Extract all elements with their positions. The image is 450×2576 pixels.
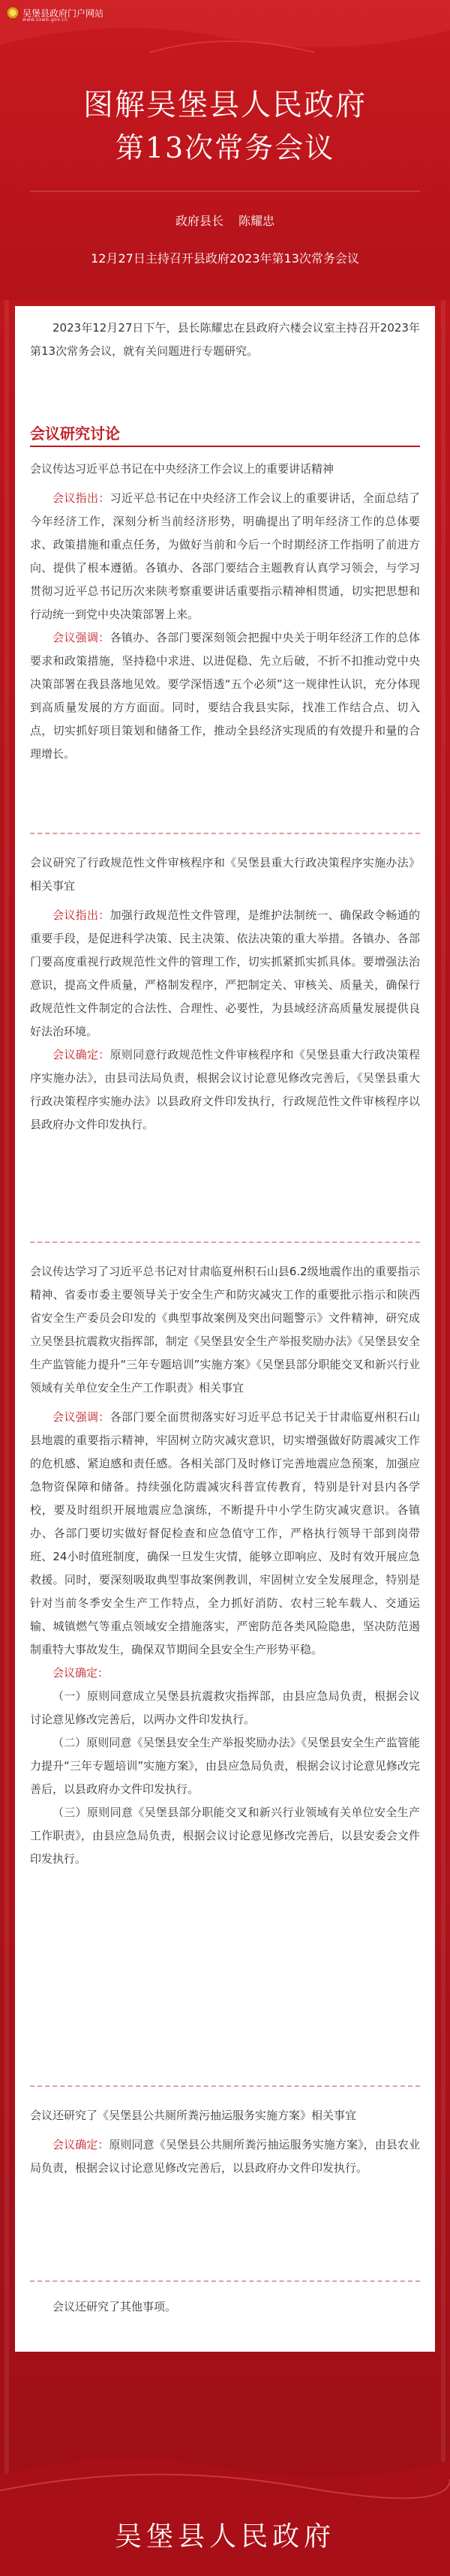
item-paragraph	[30, 626, 420, 766]
section-heading-text: 会议研究讨论	[30, 425, 120, 443]
closing-text: 会议还研究了其他事项。	[52, 2300, 177, 2313]
item-2	[15, 851, 435, 1136]
paragraph-tag: 会议确定：	[52, 1048, 110, 1061]
government-emblem-icon	[6, 6, 20, 20]
section-heading-underline	[30, 446, 420, 447]
paragraph-tag: 会议强调：	[52, 1410, 110, 1424]
item-3	[15, 1260, 435, 1871]
item-title: 会议还研究了《吴堡县公共厕所粪污抽运服务实施方案》相关事宜	[30, 2109, 357, 2122]
site-url[interactable]: www.sxwb.gov.cn	[22, 17, 68, 23]
presenter-line	[0, 212, 450, 229]
item-title: 会议传达习近平总书记在中央经济工作会议上的重要讲话精神	[30, 462, 334, 476]
paragraph-tag: 会议强调：	[52, 631, 110, 644]
paragraph-text: 原则同意行政规范性文件审核程序和《吴堡县重大行政决策程序实施办法》，由县司法局负责，根据会议讨论意见修改完善后，《吴堡县重大行政决策程序实施办法》以县政府文件印发执行，行政规范性文件审核程序以县政府办文件印发执行。	[30, 1048, 420, 1131]
paragraph-tag: 会议确定：	[52, 1666, 110, 1680]
intro-text: 2023年12月27日下午，县长陈耀忠在县政府六楼会议室主持召开2023年第13次常务会议，就有关问题进行专题研究。	[30, 321, 420, 358]
section-divider	[30, 1241, 420, 1243]
section-divider	[30, 833, 420, 834]
site-name[interactable]: 吴堡县政府门户网站	[22, 8, 104, 19]
right-border-stripe	[441, 0, 446, 2576]
left-border-stripe	[4, 0, 9, 2576]
paragraph-text: 各部门要全面贯彻落实好习近平总书记关于甘肃临夏州积石山县地震的重要指示精神，牢固树立防灾减灾意识，切实增强做好防震减灾工作的危机感、紧迫感和责任感。各相关部门及时修订完善地震应急预案，加强应急物资保障和储备。持续强化防震减灾科普宣传教育，特别是针对县内各学校，要及时组织开展地震应急演练，不断提升中小学生防灾减灾意识。各镇办、各部门要切实做好督促检查和应急值守工作，严格执行领导干部到岗带班、24小时值班制度，确保一旦发生灾情，能够立即响应、及时有效开展应急救援。同时，要深刻吸取典型事故案例教训，牢固树立安全发展理念，特别是针对当前冬季安全生产工作特点，全力抓好消防、农村三轮车载人、交通运输、城镇燃气等重点领域安全措施落实，严密防范各类风险隐患，坚决防范遏制重特大事故发生，确保双节期间全县安全生产形势平稳。	[30, 1410, 420, 1656]
item-paragraph	[30, 1662, 420, 1685]
paragraph-text: 原则同意《吴堡县公共厕所粪污抽运服务实施方案》，由县农业局负责，根据会议讨论意见修改完善后，以县政府办文件印发执行。	[30, 2138, 420, 2175]
paragraph-text: 各镇办、各部门要深刻领会把握中央关于明年经济工作的总体要求和政策措施，坚持稳中求进、以进促稳、先立后破，不折不扣推动党中央决策部署在我县落地见效。要学深悟透“五个必须”这一规律性认识，充分体现到高质量发展的方方面面。同时，要结合我县实际，找准工作结合点、切入点，切实抓好项目策划和储备工作，推动全县经济实现质的有效提升和量的合理增长。	[30, 631, 420, 761]
item-title: 会议传达学习了习近平总书记对甘肃临夏州积石山县6.2级地震作出的重要指示精神、省委市委主要领导关于安全生产和防灾减灾工作的重要批示指示和陕西省安全生产委员会印发的《典型事故案例及突出问题警示》文件精神，研究成立吴堡县抗震救灾指挥部，制定《吴堡县安全生产举报奖励办法》《吴堡县安全生产监管能力提升“三年专题培训”实施方案》《吴堡县部分职能交叉和新兴行业领域有关单位安全生产工作职责》相关事宜	[30, 1265, 420, 1395]
paragraph-tag: 会议指出：	[52, 908, 110, 922]
footer-brand: 吴堡县人民政府	[114, 2521, 335, 2552]
item-paragraph: （一）原则同意成立吴堡县抗震救灾指挥部，由县应急局负责，根据会议讨论意见修改完善后，以两办文件印发执行。	[30, 1689, 420, 1726]
paragraph-tag: 会议确定：	[52, 2138, 110, 2151]
header	[0, 0, 450, 300]
item-paragraph	[30, 1043, 420, 1136]
page-title-line2: 第13次常务会议	[115, 131, 335, 164]
item-paragraph	[30, 487, 420, 626]
presenter-name: 陈耀忠	[238, 214, 275, 228]
item-paragraph: （二）原则同意《吴堡县安全生产举报奖励办法》《吴堡县安全生产监管能力提升“三年专题培训”实施方案》，由县应急局负责，根据会议讨论意见修改完善后，以县政府办文件印发执行。	[30, 1736, 420, 1796]
item-4	[15, 2104, 435, 2180]
item-title: 会议研究了行政规范性文件审核程序和《吴堡县重大行政决策程序实施办法》相关事宜	[30, 856, 420, 893]
intro-card	[15, 306, 435, 407]
section-divider	[30, 2280, 420, 2282]
section-divider	[30, 2085, 420, 2087]
footer	[0, 2445, 450, 2576]
page-title-line1: 图解吴堡县人民政府	[83, 88, 367, 122]
section-heading	[15, 413, 435, 449]
paragraph-text: 习近平总书记在中央经济工作会议上的重要讲话，全面总结了今年经济工作，深刻分析当前经济形势，明确提出了明年经济工作的总体要求、政策措施和重点任务，为做好当前和今后一个时期经济工作指明了前进方向、提供了根本遵循。各镇办、各部门要结合主题教育认真学习领会，与学习贯彻习近平总书记历次来陕考察重要讲话重要指示精神相贯通，切实把思想和行动统一到党中央决策部署上来。	[30, 491, 420, 621]
footer-wave-decoration	[0, 2445, 450, 2576]
item-1	[15, 458, 435, 766]
item-paragraph: （三）原则同意《吴堡县部分职能交叉和新兴行业领域有关单位安全生产工作职责》，由县应急局负责，根据会议讨论意见修改完善后，以县安委会文件印发执行。	[30, 1806, 420, 1866]
meeting-summary-line: 12月27日主持召开县政府2023年第13次常务会议	[91, 251, 359, 266]
paragraph-text: 加强行政规范性文件管理，是维护法制统一、确保政令畅通的重要手段，是促进科学决策、民主决策、依法决策的重大举措。各镇办、各部门要高度重视行政规范性文件的管理工作，切实抓紧抓实抓具体。要增强法治意识，提高文件质量，严格制发程序，严把制定关、审核关、质量关，确保行政规范性文件制定的合法性、合理性、必要性，为县域经济高质量发展提供良好法治环境。	[30, 908, 420, 1038]
item-paragraph	[30, 2133, 420, 2180]
item-paragraph	[30, 1406, 420, 1662]
item-paragraph	[30, 904, 420, 1043]
closing-block	[15, 2295, 435, 2319]
presenter-role: 政府县长	[175, 214, 224, 228]
paragraph-tag: 会议指出：	[52, 491, 110, 505]
